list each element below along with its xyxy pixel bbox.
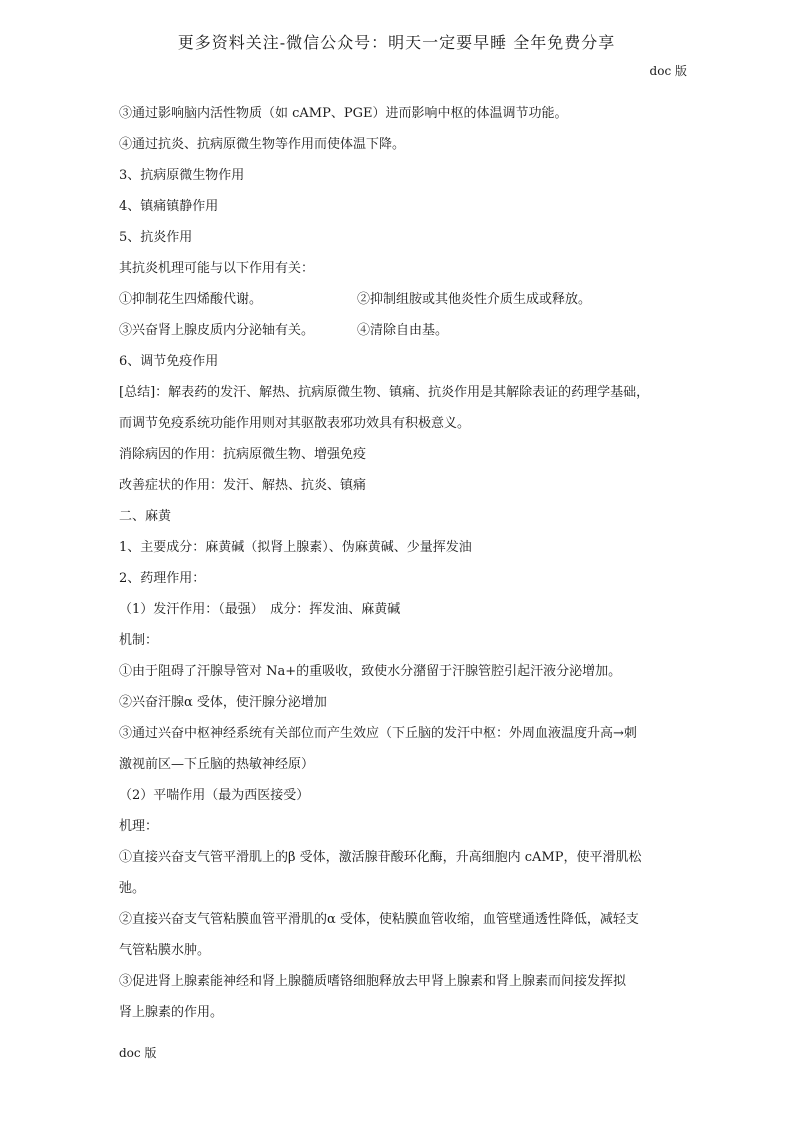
list-item: ①直接兴奋支气管平滑肌上的β 受体，激活腺苷酸环化酶，升高细胞内 cAMP，使平滑肌松 — [119, 850, 642, 865]
text-line: 其抗炎机理可能与以下作用有关： — [119, 261, 315, 276]
two-column-line — [119, 284, 675, 315]
text-line: 改善症状的作用：发汗、解热、抗炎、镇痛 — [119, 478, 367, 493]
list-item-continued: 弛。 — [119, 881, 146, 896]
subsection-heading: （1）发汗作用：（最强） 成分：挥发油、麻黄碱 — [119, 602, 401, 617]
text-line: 消除病因的作用：抗病原微生物、增强免疫 — [119, 447, 367, 462]
summary-line: 而调节免疫系统功能作用则对其驱散表邪功效具有积极意义。 — [119, 416, 471, 431]
section-heading: 3、抗病原微生物作用 — [119, 168, 245, 183]
section-heading: 4、镇痛镇静作用 — [119, 199, 219, 214]
list-item-continued: 气管粘膜水肿。 — [119, 943, 211, 958]
list-item-continued: 激视前区—下丘脑的热敏神经原） — [119, 757, 315, 772]
list-item: ①抑制花生四烯酸代谢。 — [119, 292, 263, 307]
text-line: ④通过抗炎、抗病原微生物等作用而使体温下降。 — [119, 137, 406, 152]
page-header-banner: 更多资料关注-微信公众号：明天一定要早睡 全年免费分享 — [177, 33, 616, 52]
two-column-line — [119, 315, 675, 346]
text-line: 机理： — [119, 819, 159, 834]
document-body — [119, 98, 675, 1028]
summary-line: [总结]：解表药的发汗、解热、抗病原微生物、镇痛、抗炎作用是其解除表证的药理学基础， — [119, 385, 650, 400]
text-line: 1、主要成分：麻黄碱（拟肾上腺素）、伪麻黄碱、少量挥发油 — [119, 540, 472, 555]
section-heading: 6、调节免疫作用 — [119, 354, 219, 369]
list-item: ②兴奋汗腺α 受体，使汗腺分泌增加 — [119, 695, 327, 710]
list-item-continued: 肾上腺素的作用。 — [119, 1005, 224, 1020]
list-item: ②抑制组胺或其他炎性介质生成或释放。 — [357, 292, 592, 307]
list-item: ①由于阻碍了汗腺导管对 Na+的重吸收，致使水分潴留于汗腺管腔引起汗液分泌增加。 — [119, 664, 622, 679]
list-item: ③促进肾上腺素能神经和肾上腺髓质嗜铬细胞释放去甲肾上腺素和肾上腺素而间接发挥拟 — [119, 974, 627, 989]
section-heading: 2、药理作用： — [119, 571, 206, 586]
section-heading: 5、抗炎作用 — [119, 230, 193, 245]
list-item: ②直接兴奋支气管粘膜血管平滑肌的α 受体，使粘膜血管收缩，血管壁通透性降低，减轻支 — [119, 912, 639, 927]
text-line: 机制： — [119, 633, 159, 648]
list-item: ③通过兴奋中枢神经系统有关部位而产生效应（下丘脑的发汗中枢：外周血液温度升高→刺 — [119, 726, 637, 741]
list-item: ③兴奋肾上腺皮质内分泌轴有关。 — [119, 323, 315, 338]
chapter-heading: 二、麻黄 — [119, 509, 172, 524]
doc-tag-bottom: doc 版 — [119, 1046, 157, 1060]
doc-tag-top: doc 版 — [649, 64, 687, 78]
subsection-heading: （2）平喘作用（最为西医接受） — [119, 788, 310, 803]
list-item: ④清除自由基。 — [357, 323, 449, 338]
text-line: ③通过影响脑内活性物质（如 cAMP、PGE）进而影响中枢的体温调节功能。 — [119, 106, 568, 121]
